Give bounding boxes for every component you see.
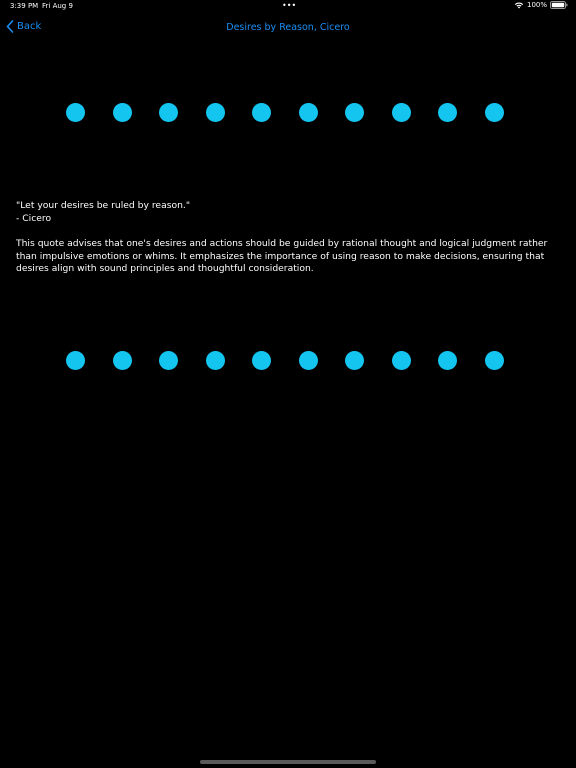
- dot: [113, 351, 132, 370]
- dot: [345, 103, 364, 122]
- home-indicator[interactable]: [200, 760, 376, 764]
- dot: [159, 351, 178, 370]
- dot: [206, 103, 225, 122]
- dot: [206, 351, 225, 370]
- dot: [66, 103, 85, 122]
- page-title: Desires by Reason, Cicero: [226, 22, 350, 33]
- battery-full-icon: [550, 1, 568, 9]
- dot: [392, 351, 411, 370]
- dot: [392, 103, 411, 122]
- status-date: Fri Aug 9: [42, 2, 73, 10]
- status-time: 3:39 PM: [10, 2, 39, 10]
- dot: [252, 103, 271, 122]
- dot: [299, 351, 318, 370]
- navigation-bar: [0, 14, 576, 44]
- dot-row-bottom: [66, 351, 504, 371]
- multitasking-dots[interactable]: •••: [282, 1, 297, 10]
- quote-text: "Let your desires be ruled by reason.": [16, 200, 191, 211]
- status-bar: [0, 0, 576, 14]
- quote-section: [16, 200, 562, 276]
- back-label: Back: [17, 21, 42, 32]
- dot: [345, 351, 364, 370]
- dot: [485, 351, 504, 370]
- quote-explanation: This quote advises that one's desires and actions should be guided by rational thought and logical judgment rather than impulsive emotions or whims. It emphasizes the importance of using reason to make decisions, ensuring that desires align with sound principles and thoughtful consideration.: [16, 238, 548, 274]
- status-indicators: [514, 1, 568, 9]
- dot: [159, 103, 178, 122]
- dot-row-top: [66, 103, 504, 123]
- dot: [66, 351, 85, 370]
- quote-author: - Cicero: [16, 212, 52, 224]
- wifi-icon: [514, 1, 524, 9]
- dot: [113, 103, 132, 122]
- dot: [438, 351, 457, 370]
- dot: [438, 103, 457, 122]
- battery-percent: 100%: [526, 1, 547, 9]
- dot: [252, 351, 271, 370]
- dot: [299, 103, 318, 122]
- dot: [485, 103, 504, 122]
